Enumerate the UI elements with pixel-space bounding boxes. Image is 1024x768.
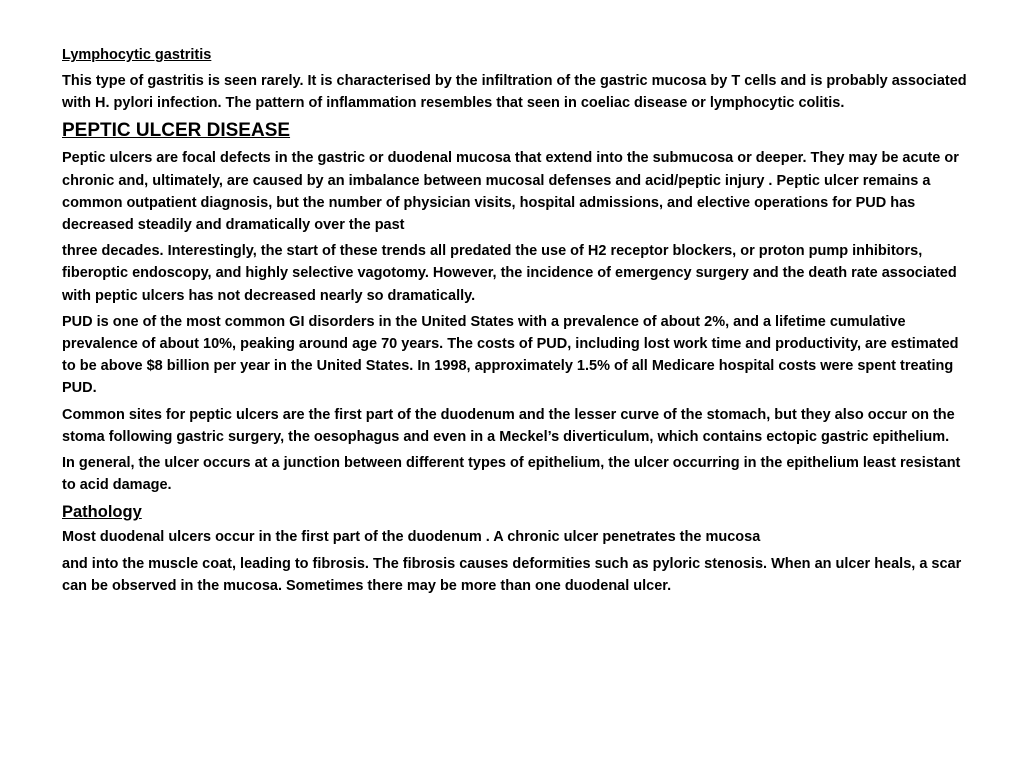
- paragraph-pathology-1: Most duodenal ulcers occur in the first part of the duodenum . A chronic ulcer penetrates the mucosa: [62, 529, 761, 546]
- paragraph-pud-trends: three decades. Interestingly, the start of these trends all predated the use of H2 receptor blockers, or proton pump inhibitors, fiberoptic endoscopy, and highly selective vagotomy. However, the incidence of emergency surgery and the death rate associated with peptic ulcers has not decreased nearly so dramatically.: [62, 243, 957, 304]
- paragraph-pud-definition: Peptic ulcers are focal defects in the gastric or duodenal mucosa that extend into the submucosa or deeper. They may be acute or chronic and, ultimately, are caused by an imbalance between mucosal defenses and acid/peptic injury . Peptic ulcer remains a common outpatient diagnosis, but the number of physician visits, hospital admissions, and elective operations for PUD has decreased steadily and dramatically over the past: [62, 150, 959, 234]
- paragraph-pud-epithelium: In general, the ulcer occurs at a junction between different types of epithelium, the ulcer occurring in the epithelium least resistant to acid damage.: [62, 455, 961, 494]
- heading-peptic-ulcer-disease: PEPTIC ULCER DISEASE: [62, 120, 291, 142]
- paragraph-pud-prevalence: PUD is one of the most common GI disorders in the United States with a prevalence of about 2%, and a lifetime cumulative prevalence of about 10%, peaking around age 70 years. The costs of PUD, including lost work time and productivity, are estimated to be above $8 billion per year in the United States. In 1998, approximately 1.5% of all Medicare hospital costs were spent treating PUD.: [62, 313, 959, 397]
- paragraph-pathology-2: and into the muscle coat, leading to fibrosis. The fibrosis causes deformities such as pyloric stenosis. When an ulcer heals, a scar can be observed in the mucosa. Sometimes there may be more than one duodenal ulcer.: [62, 555, 962, 594]
- heading-pathology: Pathology: [62, 503, 142, 522]
- paragraph-pud-sites: Common sites for peptic ulcers are the first part of the duodenum and the lesser curve of the stomach, but they also occur on the stoma following gastric surgery, the oesophagus and even in a Meckel’s diverticulum, which contains ectopic gastric epithelium.: [62, 406, 955, 445]
- heading-lymphocytic-gastritis: Lymphocytic gastritis: [62, 47, 212, 63]
- paragraph-lymphocytic-gastritis: This type of gastritis is seen rarely. It is characterised by the infiltration of the gastric mucosa by T cells and is probably associated with H. pylori infection. The pattern of inflammation resembles that seen in coeliac disease or lymphocytic colitis.: [62, 73, 967, 112]
